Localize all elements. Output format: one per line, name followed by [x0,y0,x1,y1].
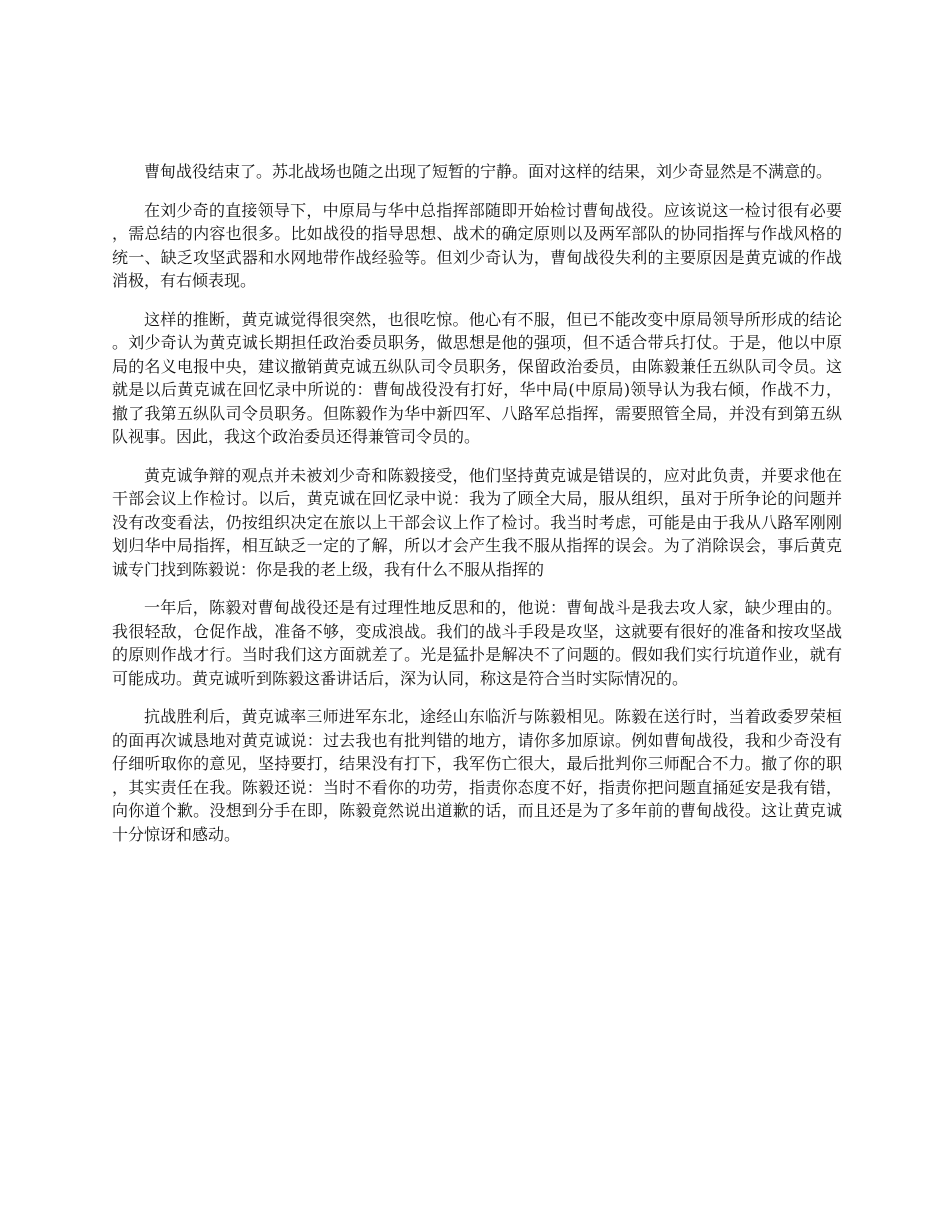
paragraph-5: 一年后，陈毅对曹甸战役还是有过理性地反思和的，他说：曹甸战斗是我去攻人家，缺少理由的。我很轻敌，仓促作战，准备不够，变成浪战。我们的战斗手段是攻坚，这就要有很好的准备和按攻坚战的原则作战才行。当时我们这方面就差了。光是猛扑是解决不了问题的。假如我们实行坑道作业，就有可能成功。黄克诚听到陈毅这番讲话后，深为认同，称这是符合当时实际情况的。 [112,598,842,688]
document-body [112,160,842,861]
paragraph-1: 曹甸战役结束了。苏北战场也随之出现了短暂的宁静。面对这样的结果，刘少奇显然是不满意的。 [144,162,833,181]
paragraph-2: 在刘少奇的直接领导下，中原局与华中总指挥部随即开始检讨曹甸战役。应该说这一检讨很有必要，需总结的内容也很多。比如战役的指导思想、战术的确定原则以及两军部队的协同指挥与作战风格的统一、缺乏攻坚武器和水网地带作战经验等。但刘少奇认为，曹甸战役失利的主要原因是黄克诚的作战消极，有右倾表现。 [112,200,842,290]
paragraph-3: 这样的推断，黄克诚觉得很突然，也很吃惊。他心有不服，但已不能改变中原局领导所形成的结论。刘少奇认为黄克诚长期担任政治委员职务，做思想是他的强项，但不适合带兵打仗。于是，他以中原局的名义电报中央，建议撤销黄克诚五纵队司令员职务，保留政治委员，由陈毅兼任五纵队司令员。这就是以后黄克诚在回忆录中所说的：曹甸战役没有打好，华中局(中原局)领导认为我右倾，作战不力，撤了我第五纵队司令员职务。但陈毅作为华中新四军、八路军总指挥，需要照管全局，并没有到第五纵队视事。因此，我这个政治委员还得兼管司令员的。 [112,309,842,446]
paragraph-4: 黄克诚争辩的观点并未被刘少奇和陈毅接受，他们坚持黄克诚是错误的，应对此负责，并要求他在干部会议上作检讨。以后，黄克诚在回忆录中说：我为了顾全大局，服从组织，虽对于所争论的问题并没有改变看法，仍按组织决定在旅以上干部会议上作了检讨。我当时考虑，可能是由于我从八路军刚刚划归华中局指挥，相互缺乏一定的了解，所以才会产生我不服从指挥的误会。为了消除误会，事后黄克诚专门找到陈毅说：你是我的老上级，我有什么不服从指挥的 [112,465,842,579]
paragraph-6: 抗战胜利后，黄克诚率三师进军东北，途经山东临沂与陈毅相见。陈毅在送行时，当着政委罗荣桓的面再次诚恳地对黄克诚说：过去我也有批判错的地方，请你多加原谅。例如曹甸战役，我和少奇没有仔细听取你的意见，坚持要打，结果没有打下，我军伤亡很大，最后批判你三师配合不力。撤了你的职，其实责任在我。陈毅还说：当时不看你的功劳，指责你态度不好，指责你把问题直捅延安是我有错，向你道个歉。没想到分手在即，陈毅竟然说出道歉的话，而且还是为了多年前的曹甸战役。这让黄克诚十分惊讶和感动。 [112,707,842,844]
